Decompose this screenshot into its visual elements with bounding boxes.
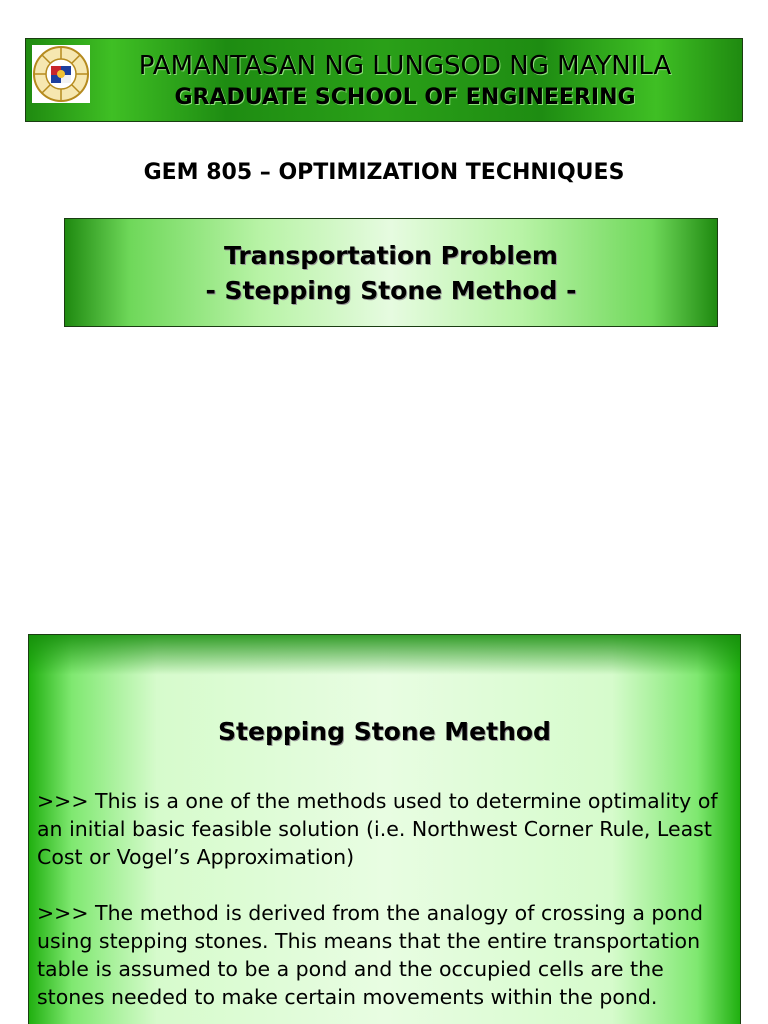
content-heading: Stepping Stone Method	[218, 717, 551, 746]
topic-box	[64, 218, 718, 327]
header-banner	[25, 38, 743, 122]
university-name: PAMANTASAN NG LUNGSOD NG MAYNILA	[138, 51, 672, 81]
paragraph-1: >>> This is a one of the methods used to determine optimality of an initial basic feasible solution (i.e. Northwest Corner Rule, Least Cost or Vogel’s Approximation)	[37, 789, 718, 869]
topic-title: Transportation Problem	[224, 241, 558, 270]
school-name: GRADUATE SCHOOL OF ENGINEERING	[174, 85, 636, 110]
course-title: GEM 805 – OPTIMIZATION TECHNIQUES	[143, 160, 625, 185]
paragraph-2: >>> The method is derived from the analogy of crossing a pond using stepping stones. This means that the entire transportation table is assumed to be a pond and the occupied cells are the stones needed to make certain movements within the pond.	[37, 901, 703, 1009]
content-box	[28, 634, 741, 1024]
topic-subtitle: - Stepping Stone Method -	[205, 276, 577, 305]
university-seal-icon	[32, 45, 90, 103]
seal-graphic	[32, 45, 90, 103]
